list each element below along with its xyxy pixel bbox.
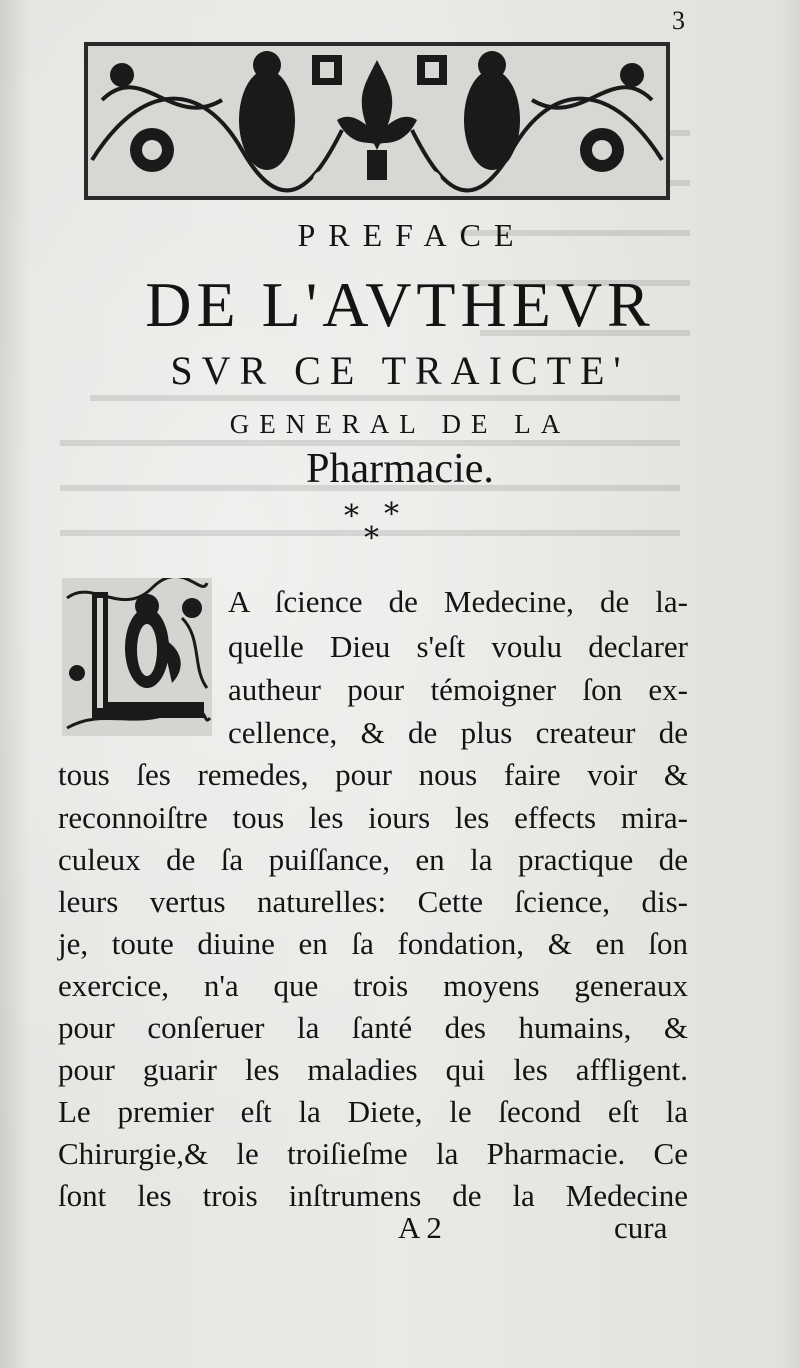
- body-line: reconnoiſtre tous les iours les effects mira-: [58, 800, 688, 835]
- svg-text:*: *: [384, 500, 399, 532]
- title-treatise: SVR CE TRAICTE': [170, 348, 630, 393]
- svg-text:*: *: [344, 500, 359, 534]
- body-line: ſont les trois inſtrumens de la Medecine: [58, 1178, 688, 1213]
- decorated-initial: [62, 578, 212, 736]
- body-line: autheur pour témoigner ſon ex-: [228, 672, 688, 707]
- body-line: quelle Dieu s'eſt voulu declarer: [228, 629, 688, 664]
- title-general: GENERAL DE LA: [229, 409, 571, 439]
- body-line: exercice, n'a que trois moyens generaux: [58, 968, 688, 1003]
- body-line: tous ſes remedes, pour nous faire voir &: [58, 757, 688, 792]
- body-line: culeux de ſa puiſſance, en la practique de: [58, 842, 688, 877]
- body-line: cellence, & de plus createur de: [228, 715, 688, 750]
- svg-text:*: *: [364, 521, 379, 550]
- title-pharmacy: Pharmacie.: [306, 446, 494, 492]
- body-line: leurs vertus naturelles: Cette ſcience, dis-: [58, 884, 688, 919]
- body-line: A ſcience de Medecine, de la-: [228, 584, 688, 619]
- body-line: pour guarir les maladies qui les affligent.: [58, 1052, 688, 1087]
- body-line: Chirurgie,& le troiſieſme la Pharmacie. Ce: [58, 1136, 688, 1171]
- body-line: pour conſeruer la ſanté des humains, &: [58, 1010, 688, 1045]
- catchword: cura: [614, 1210, 668, 1245]
- body-line: Le premier eſt la Diete, le ſecond eſt la: [58, 1094, 688, 1129]
- body-line: je, toute diuine en ſa fondation, & en ſon: [58, 926, 688, 961]
- signature-mark: A 2: [398, 1210, 442, 1245]
- decorated-initial-L-icon: [62, 578, 212, 736]
- title-author: DE L'AVTHEVR: [145, 269, 655, 340]
- floral-headpiece-icon: [82, 40, 672, 202]
- page-number: 3: [672, 6, 685, 35]
- asterism-icon: [340, 500, 420, 550]
- title-preface: PREFACE: [297, 217, 527, 253]
